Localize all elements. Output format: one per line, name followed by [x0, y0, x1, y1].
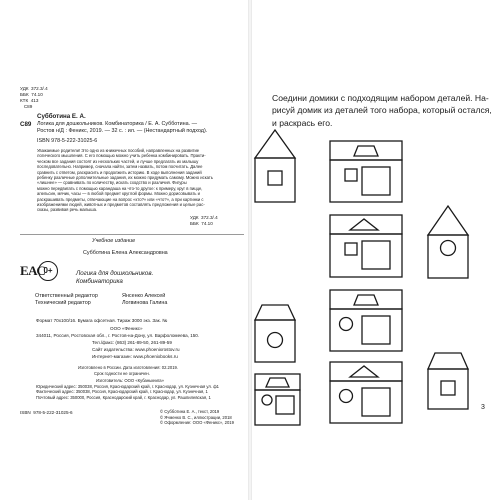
- square-window: [441, 381, 455, 395]
- author-heading: Субботина Е. А.: [37, 113, 86, 120]
- square-piece: [345, 243, 357, 255]
- circle-window: [441, 241, 456, 256]
- copyright-line: © Субботина Е. А., текст, 2019: [160, 409, 220, 414]
- trapezoid-roof: [428, 353, 468, 369]
- catalog-code: С89: [20, 121, 32, 128]
- house-body: [255, 320, 295, 362]
- circle-window: [268, 333, 283, 348]
- square-window: [268, 171, 282, 185]
- annotation-line: сравнить с ответом, раскрасить и продолжить историю. В ходе выполнения заданий: [37, 169, 202, 175]
- task-instruction: Соедини домики с подходящим набором деталей. На-рисуй домик из деталей того набора, который остался, и раскрась его.: [272, 92, 492, 129]
- eac-mark: ЕАС: [20, 263, 46, 278]
- phone-line: Тел./факс: (863) 261-89-50, 261-89-59: [92, 340, 172, 345]
- book-title-line-1: Логика для дошкольников.: [76, 270, 154, 277]
- manufacturer-line: Изготовитель: ООО «Кубанькнига»: [96, 378, 164, 383]
- bbk-code: ББК 74.10: [20, 92, 43, 97]
- manufacturer-line: Почтовый адрес: 350000, Россия, Краснодарский край, г. Краснодар, ул. Рашпилевская, 1: [36, 394, 211, 400]
- parts-body-frame: [330, 381, 402, 423]
- made-in-line: Изготовлено в России. Дата изготовления: 02.2019.: [78, 365, 179, 370]
- annotation-line: Уважаемые родители! Это одно из книжечных пособий, направленных на развитие: [37, 148, 200, 153]
- trapezoid-piece: [266, 378, 289, 387]
- parts-roof-frame: [330, 141, 402, 160]
- copyright-line: © Ячменко В. С., иллюстрации, 2018: [160, 414, 232, 420]
- isbn-line: ISBN 978-5-222-31025-6: [37, 138, 98, 144]
- circle-piece: [340, 318, 353, 331]
- house-4: [428, 353, 468, 409]
- parts-body-frame: [255, 390, 300, 425]
- editor-role: Ответственный редактор: [35, 293, 98, 299]
- parts-roof-frame: [330, 362, 402, 381]
- annotation-line: ребенку различные дополнительные задания, их можно придумать самому. Можно искать: [37, 175, 213, 180]
- wall-piece: [362, 167, 390, 195]
- right-page: [252, 0, 500, 500]
- book-title-line-2: Комбинаторика: [76, 278, 123, 285]
- annotation-line: можно передвигать с помощью карандаша на что-то другое: к примеру, круг в пицце,: [37, 185, 203, 191]
- copyright-line: © Оформление: ООО «Феникс», 2019: [160, 420, 234, 425]
- parts-roof-frame: [330, 215, 402, 234]
- tech-editor-role: Технический редактор: [35, 300, 91, 306]
- house-2: [255, 305, 295, 362]
- publisher-name: ООО «Феникс»: [110, 326, 143, 331]
- age-rating-mark: 0+: [38, 261, 58, 281]
- parts-set-3: [330, 290, 402, 351]
- annotation-line: логического мышления. С его помощью можно учить ребенка комбинировать. Практи-: [37, 153, 206, 159]
- trapezoid-piece: [354, 146, 378, 156]
- parts-set-4: [330, 362, 402, 423]
- manufacturer-line: Юридический адрес: 350038, Россия, Краснодарский край, г. Краснодар, ул. Кузнечная ул. ф1: [36, 383, 219, 389]
- annotation-line: ческом все задания состоят из нескольких частей, и лучше предлагать их малышу: [37, 158, 199, 164]
- catalog-line-1: Логика для дошкольников. Комбинаторика / Е. А. Субботина. —: [37, 121, 198, 127]
- wall-piece: [362, 316, 390, 344]
- shelf-life-line: Срок годности не ограничен.: [94, 370, 150, 376]
- house-3: [428, 206, 468, 278]
- annotation-line: апельсин, мячик, часы — в любой предмет круглой формы. Можно дорисовывать и: [37, 191, 200, 197]
- house-body: [428, 369, 468, 409]
- wall-piece: [362, 388, 390, 416]
- address-line: 344011, Россия, Ростовская обл., г. Ростов-на-Дону, ул. Варфоломеева, 150.: [36, 333, 200, 338]
- ktk-code: КТК 413: [20, 98, 39, 103]
- site-line: Сайт издательства: www.phoenixrostov.ru: [92, 347, 180, 352]
- parts-set-1: [330, 141, 402, 202]
- triangle-roof: [255, 130, 295, 158]
- annotation-line: последовательно. Например, сначала найти, затем назвать, потом посчитать. Далее: [37, 164, 203, 170]
- trapezoid-piece: [354, 295, 378, 305]
- square-piece: [345, 169, 357, 181]
- parts-body-frame: [330, 160, 402, 202]
- parts-set-5: [255, 374, 300, 425]
- wall-piece: [276, 396, 294, 414]
- parts-roof-frame: [330, 290, 402, 309]
- trapezoid-roof: [255, 305, 295, 320]
- isbn-bottom: ISBN 978-5-222-31025-6: [20, 410, 73, 415]
- annotation-line: раскрашивать предметы, отвечающие на вопрос «кто?» или «что?», а при картинки с: [37, 196, 204, 202]
- divider: [20, 234, 244, 235]
- house-body: [255, 158, 295, 202]
- print-format: Формат 70х100/16. Бумага офсетная. Тираж 3000 экз. Зак. №: [36, 318, 168, 323]
- circle-piece: [340, 390, 353, 403]
- parts-body-frame: [330, 309, 402, 351]
- annotation-line: сказы, развивая речь малыша.: [37, 207, 98, 213]
- udk-code: УДК 372.3/.4: [20, 86, 48, 91]
- udk-code-bottom: УДК 372.3/.4: [190, 215, 218, 220]
- author-full-name: Субботина Елена Александровна: [83, 250, 168, 256]
- annotation-line: «лишнее» — сравнивать по количеству, искать сходство и различия. Фигуры: [37, 180, 187, 186]
- page-number: 3: [481, 404, 485, 411]
- triangle-roof: [428, 206, 468, 235]
- edition-type: Учебное издание: [92, 238, 136, 244]
- catalog-code-top: С89: [20, 104, 33, 109]
- tech-editor-name: Логвинова Галина: [122, 300, 168, 306]
- parts-set-2: [330, 215, 402, 277]
- manufacturer-line: Фактический адрес: 350038, Россия, Краснодарский край, г. Краснодар, ул. Кузнечная, 1: [36, 389, 208, 394]
- houses-exercise: [252, 0, 500, 500]
- catalog-line-2: Ростов н/Д : Феникс, 2019. — 32 с. : ил. — (Нестандартный подход).: [37, 128, 208, 134]
- circle-piece: [262, 395, 272, 405]
- triangle-piece: [350, 219, 378, 230]
- house-1: [255, 130, 295, 202]
- bbk-code-bottom: ББК 74.10: [190, 221, 213, 226]
- shop-line: Интернет-магазин: www.phoenixbooks.ru: [92, 354, 178, 359]
- editor-name: Янсенко Алексей: [122, 293, 166, 299]
- wall-piece: [362, 241, 390, 269]
- annotation-line: изображениями людей, животных и предметов составлять предложения и целые рас-: [37, 202, 205, 207]
- house-body: [428, 235, 468, 278]
- left-page: [0, 0, 248, 500]
- triangle-piece: [350, 366, 378, 377]
